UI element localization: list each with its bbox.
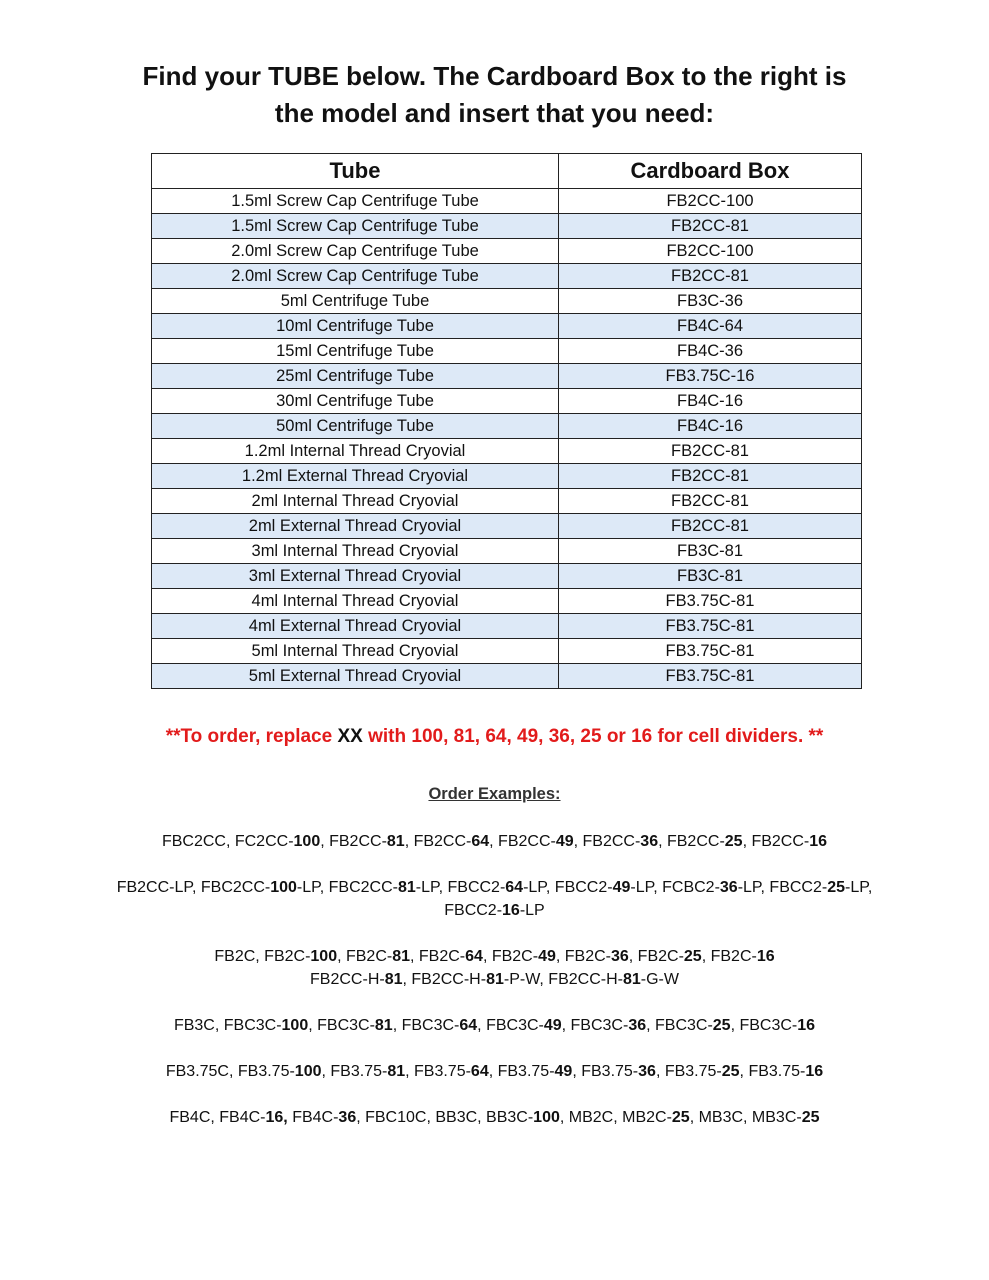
title-line-1: Find your TUBE below. The Cardboard Box to the right is bbox=[142, 61, 847, 91]
table-row bbox=[152, 564, 862, 589]
table-row bbox=[152, 414, 862, 439]
example-text: -G-W bbox=[640, 971, 679, 988]
table-row bbox=[152, 314, 862, 339]
example-text: , FB3.75- bbox=[572, 1063, 639, 1080]
box-cell: FB3C-81 bbox=[559, 539, 862, 564]
box-cell: FB2CC-81 bbox=[559, 464, 862, 489]
example-text: -LP, FBC2CC- bbox=[296, 879, 398, 896]
example-bold: 100 bbox=[294, 1063, 322, 1080]
example-text: -P-W, FB2CC-H- bbox=[503, 971, 623, 988]
table-row bbox=[152, 589, 862, 614]
example-bold: 25 bbox=[712, 1017, 731, 1034]
example-bold: 81 bbox=[387, 1063, 406, 1080]
example-text: -LP, FBCC2- bbox=[415, 879, 506, 896]
table-row bbox=[152, 489, 862, 514]
example-text: FB2CC-LP, FBC2CC- bbox=[116, 879, 271, 896]
example-text: , FB2CC- bbox=[573, 833, 641, 850]
note-text-2: with 100, 81, 64, 49, 36, 25 or 16 for cell dividers. ** bbox=[362, 726, 824, 747]
table-row bbox=[152, 214, 862, 239]
example-text: , FB2C- bbox=[628, 948, 684, 965]
example-bold: 49 bbox=[538, 948, 556, 965]
example-text: , MB2C, MB2C- bbox=[559, 1109, 672, 1126]
example-text: , FB2CC- bbox=[489, 833, 556, 850]
example-text: , FBC3C- bbox=[646, 1017, 713, 1034]
example-line bbox=[110, 830, 879, 853]
example-text: , FB2CC- bbox=[658, 833, 725, 850]
box-cell: FB2CC-81 bbox=[559, 214, 862, 239]
example-text: FB4C- bbox=[287, 1109, 339, 1126]
table-header-row bbox=[152, 154, 862, 189]
table-row bbox=[152, 339, 862, 364]
example-bold: 16 bbox=[756, 948, 775, 965]
tube-cell: 10ml Centrifuge Tube bbox=[152, 314, 559, 339]
tube-cell: 30ml Centrifuge Tube bbox=[152, 389, 559, 414]
example-bold: 25 bbox=[683, 948, 702, 965]
example-bold: 64 bbox=[505, 879, 524, 896]
box-cell: FB2CC-100 bbox=[559, 189, 862, 214]
example-text: , FB2C- bbox=[555, 948, 611, 965]
example-line bbox=[110, 945, 879, 991]
example-text: , FBC3C- bbox=[730, 1017, 798, 1034]
tube-cell: 5ml Internal Thread Cryovial bbox=[152, 639, 559, 664]
example-line bbox=[110, 876, 879, 922]
example-text: , FBC3C- bbox=[477, 1017, 544, 1034]
tube-cell: 3ml External Thread Cryovial bbox=[152, 564, 559, 589]
tube-cell: 5ml Centrifuge Tube bbox=[152, 289, 559, 314]
example-bold: 25 bbox=[724, 833, 743, 850]
tube-cell: 5ml External Thread Cryovial bbox=[152, 664, 559, 689]
box-cell: FB3.75C-16 bbox=[559, 364, 862, 389]
box-cell: FB4C-16 bbox=[559, 414, 862, 439]
example-text: , FB2CC- bbox=[742, 833, 810, 850]
table-row bbox=[152, 464, 862, 489]
example-bold: 81 bbox=[392, 948, 411, 965]
example-bold: 64 bbox=[471, 833, 490, 850]
example-text: , FB2C- bbox=[482, 948, 539, 965]
box-cell: FB3.75C-81 bbox=[559, 589, 862, 614]
example-line bbox=[110, 1106, 879, 1129]
example-text: , FBC3C- bbox=[392, 1017, 460, 1034]
box-cell: FB2CC-81 bbox=[559, 439, 862, 464]
tube-cell: 25ml Centrifuge Tube bbox=[152, 364, 559, 389]
example-bold: 64 bbox=[459, 1017, 478, 1034]
tube-cell: 2.0ml Screw Cap Centrifuge Tube bbox=[152, 264, 559, 289]
note-xx: XX bbox=[337, 726, 363, 747]
title-line-2: the model and insert that you need: bbox=[274, 98, 715, 128]
example-bold: 36 bbox=[628, 1017, 647, 1034]
example-bold: 100 bbox=[281, 1017, 309, 1034]
table-row bbox=[152, 264, 862, 289]
example-text: FB2CC-H- bbox=[310, 971, 385, 988]
example-text: , MB3C, MB3C- bbox=[689, 1109, 802, 1126]
example-bold: 49 bbox=[555, 833, 574, 850]
example-bold: 25 bbox=[721, 1063, 740, 1080]
tube-cell: 4ml Internal Thread Cryovial bbox=[152, 589, 559, 614]
box-cell: FB3C-81 bbox=[559, 564, 862, 589]
tube-cell: 15ml Centrifuge Tube bbox=[152, 339, 559, 364]
box-cell: FB2CC-81 bbox=[559, 264, 862, 289]
example-bold: 81 bbox=[397, 879, 416, 896]
example-bold: 49 bbox=[554, 1063, 573, 1080]
example-bold: 36 bbox=[640, 833, 659, 850]
example-text: -LP, FCBC2- bbox=[630, 879, 720, 896]
box-cell: FB4C-16 bbox=[559, 389, 862, 414]
table-row bbox=[152, 664, 862, 689]
example-text: FB3.75C, FB3.75- bbox=[165, 1063, 295, 1080]
example-bold: 16 bbox=[809, 833, 828, 850]
example-bold: 36 bbox=[638, 1063, 656, 1080]
example-bold: 64 bbox=[465, 948, 483, 965]
tube-cell: 2.0ml Screw Cap Centrifuge Tube bbox=[152, 239, 559, 264]
table-row bbox=[152, 514, 862, 539]
table-row bbox=[152, 289, 862, 314]
tube-cell: 1.5ml Screw Cap Centrifuge Tube bbox=[152, 189, 559, 214]
example-line bbox=[110, 1014, 879, 1037]
example-bold: 100 bbox=[293, 833, 321, 850]
example-text: , FB2C- bbox=[701, 948, 757, 965]
example-text: , FB3.75- bbox=[405, 1063, 471, 1080]
example-text: FBC2CC, FC2CC- bbox=[161, 833, 294, 850]
table-row bbox=[152, 239, 862, 264]
tube-cell: 1.2ml Internal Thread Cryovial bbox=[152, 439, 559, 464]
example-bold: 36 bbox=[338, 1109, 357, 1126]
example-text: , FB3.75- bbox=[739, 1063, 806, 1080]
example-bold: 81 bbox=[486, 971, 504, 988]
example-text: -LP, FBCC2- bbox=[444, 879, 873, 919]
table-row bbox=[152, 189, 862, 214]
example-text: FB4C, FB4C- bbox=[169, 1109, 266, 1126]
table-body bbox=[152, 189, 862, 689]
table-row bbox=[152, 364, 862, 389]
example-bold: 25 bbox=[827, 879, 846, 896]
example-text: , FB2CC- bbox=[404, 833, 472, 850]
example-bold: 36 bbox=[719, 879, 738, 896]
table-row bbox=[152, 639, 862, 664]
example-text: -LP, FBCC2- bbox=[523, 879, 613, 896]
example-bold: 25 bbox=[671, 1109, 690, 1126]
tube-box-table bbox=[151, 153, 862, 689]
table-row bbox=[152, 614, 862, 639]
table-row bbox=[152, 389, 862, 414]
page-title bbox=[0, 58, 989, 132]
box-cell: FB2CC-81 bbox=[559, 489, 862, 514]
example-bold: 25 bbox=[801, 1109, 820, 1126]
header-cardboard-box: Cardboard Box bbox=[559, 154, 862, 189]
table-row bbox=[152, 439, 862, 464]
tube-cell: 50ml Centrifuge Tube bbox=[152, 414, 559, 439]
example-bold: 100 bbox=[310, 948, 338, 965]
tube-cell: 2ml External Thread Cryovial bbox=[152, 514, 559, 539]
example-text: FB2C, FB2C- bbox=[214, 948, 311, 965]
example-text: , FB2C- bbox=[337, 948, 393, 965]
example-bold: 81 bbox=[622, 971, 641, 988]
example-bold: 16, bbox=[265, 1109, 288, 1126]
example-text: , FB2C- bbox=[410, 948, 466, 965]
box-cell: FB3.75C-81 bbox=[559, 639, 862, 664]
example-text: , FB2CC-H- bbox=[402, 971, 487, 988]
example-bold: 16 bbox=[805, 1063, 824, 1080]
box-cell: FB3.75C-81 bbox=[559, 614, 862, 639]
box-cell: FB3.75C-81 bbox=[559, 664, 862, 689]
example-bold: 81 bbox=[386, 833, 405, 850]
example-bold: 81 bbox=[384, 971, 403, 988]
example-text: , FB2CC- bbox=[320, 833, 387, 850]
example-bold: 49 bbox=[612, 879, 631, 896]
example-text: -LP, FBCC2- bbox=[737, 879, 828, 896]
example-text: -LP bbox=[519, 902, 545, 919]
example-text: , FB3.75- bbox=[655, 1063, 722, 1080]
example-text: , FBC3C- bbox=[308, 1017, 375, 1034]
box-cell: FB3C-36 bbox=[559, 289, 862, 314]
example-bold: 16 bbox=[502, 902, 520, 919]
note-text-1: **To order, replace bbox=[165, 726, 338, 747]
example-text: , FB3.75- bbox=[488, 1063, 555, 1080]
box-cell: FB2CC-81 bbox=[559, 514, 862, 539]
box-cell: FB2CC-100 bbox=[559, 239, 862, 264]
order-examples-heading: Order Examples: bbox=[428, 785, 561, 803]
example-text: FB3C, FBC3C- bbox=[173, 1017, 282, 1034]
example-text: , FBC10C, BB3C, BB3C- bbox=[356, 1109, 534, 1126]
tube-cell: 1.2ml External Thread Cryovial bbox=[152, 464, 559, 489]
table-row bbox=[152, 539, 862, 564]
example-bold: 16 bbox=[797, 1017, 816, 1034]
example-bold: 64 bbox=[470, 1063, 489, 1080]
tube-cell: 4ml External Thread Cryovial bbox=[152, 614, 559, 639]
example-line bbox=[110, 1060, 879, 1083]
example-bold: 100 bbox=[270, 879, 297, 896]
header-tube: Tube bbox=[152, 154, 559, 189]
example-text: , FB3.75- bbox=[321, 1063, 388, 1080]
box-cell: FB4C-36 bbox=[559, 339, 862, 364]
example-bold: 81 bbox=[374, 1017, 393, 1034]
order-examples bbox=[110, 830, 879, 1152]
example-bold: 49 bbox=[543, 1017, 562, 1034]
example-bold: 100 bbox=[533, 1109, 560, 1126]
tube-cell: 3ml Internal Thread Cryovial bbox=[152, 539, 559, 564]
example-bold: 36 bbox=[610, 948, 629, 965]
tube-cell: 2ml Internal Thread Cryovial bbox=[152, 489, 559, 514]
tube-cell: 1.5ml Screw Cap Centrifuge Tube bbox=[152, 214, 559, 239]
example-text: , FBC3C- bbox=[561, 1017, 629, 1034]
order-note bbox=[0, 726, 989, 748]
box-cell: FB4C-64 bbox=[559, 314, 862, 339]
